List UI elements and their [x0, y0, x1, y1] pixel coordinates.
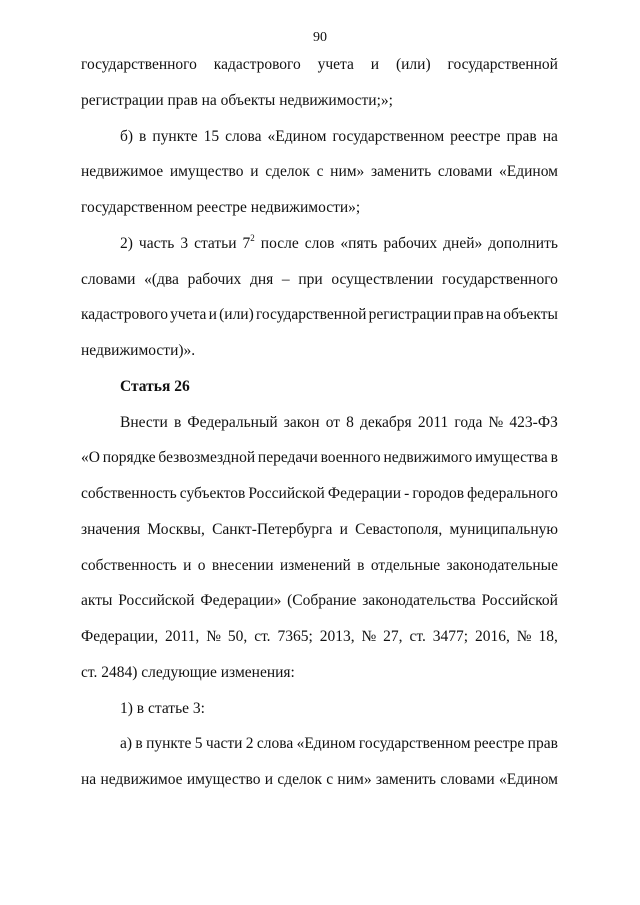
text-line [81, 440, 558, 476]
word: б) [120, 127, 134, 145]
word: а) [120, 735, 133, 753]
text-line [81, 476, 558, 512]
text-line: недвижимости)». [81, 342, 196, 359]
word: 18, [538, 628, 558, 645]
word: пункте [152, 127, 198, 145]
word: в [357, 556, 365, 574]
word: собственность [81, 556, 177, 574]
word: 3 [180, 234, 189, 252]
word: государственной [447, 56, 558, 73]
word: безвозмездной [158, 449, 256, 467]
word: имущество [169, 163, 244, 181]
word: рабочих [187, 270, 242, 288]
word: государственном [358, 735, 471, 753]
word: государственного [81, 56, 197, 73]
word: в [550, 449, 558, 467]
word: слова [225, 127, 262, 145]
word: «Едином [499, 163, 558, 181]
word: словами [81, 270, 136, 288]
word: 2 [245, 735, 254, 753]
text-line [81, 154, 558, 190]
word: заменить [371, 163, 432, 181]
word: Федерации» [200, 592, 282, 610]
word: и [208, 306, 217, 324]
word: «Едином [296, 735, 356, 753]
text-line [81, 619, 558, 655]
word: закон [283, 413, 320, 431]
word: 2011 [417, 413, 449, 431]
word: ним» [337, 771, 372, 788]
word: слов [304, 234, 335, 252]
word: от [325, 413, 341, 431]
word: в [135, 735, 143, 753]
word: № [516, 628, 532, 645]
word: (или) [219, 306, 254, 324]
word: акты [81, 592, 113, 610]
word: передачи [257, 449, 318, 467]
word: прав [506, 127, 537, 145]
word: «пять [340, 234, 378, 252]
word: части [205, 735, 243, 753]
word: Санкт-Петербурга [212, 520, 333, 538]
word: недвижимое [81, 163, 164, 181]
word: имущества [475, 449, 548, 467]
article-heading: Статья 26 [120, 377, 190, 395]
text-line: регистрации прав на объекты недвижимости;»; [81, 91, 393, 109]
word: после [260, 234, 299, 252]
word: изменений [279, 556, 351, 574]
word: ним» [330, 163, 365, 181]
word: (Собрание [287, 592, 357, 610]
word: Москвы, [147, 520, 205, 538]
word: значения [81, 520, 141, 538]
word: Федерации [327, 485, 402, 502]
word: 27, [383, 628, 403, 645]
paragraph-item-2 [81, 226, 558, 262]
word: учета [170, 306, 207, 324]
word: имущество [186, 771, 261, 788]
word: прав [527, 735, 558, 753]
paragraph-subitem-a [81, 726, 558, 762]
word: недвижимое [100, 771, 183, 788]
word: 15 [203, 127, 220, 145]
word: словами [437, 163, 493, 181]
word: государственном [332, 127, 445, 145]
document-body [81, 47, 558, 798]
superscript: 2 [250, 232, 255, 243]
word: 423-ФЗ [509, 413, 558, 431]
word: пункте [146, 735, 192, 753]
text-line [81, 762, 558, 798]
word: (или) [395, 56, 431, 73]
word: отдельные [370, 556, 441, 574]
word: № [206, 628, 221, 645]
paragraph-item-1: 1) в статье 3: [120, 699, 205, 717]
word: федерального [467, 485, 558, 502]
word: 8 [346, 413, 354, 431]
word: кадастрового [81, 306, 168, 324]
word: Севастополя, [355, 520, 443, 538]
word: с [326, 771, 334, 788]
word: словами [440, 771, 495, 788]
word: учета [317, 56, 354, 73]
word: и [339, 520, 348, 538]
word: – [281, 270, 290, 288]
text-line [81, 548, 558, 584]
word: государственной [255, 306, 367, 324]
word: в [173, 413, 182, 431]
word: «Едином [267, 127, 327, 145]
word: 2011, [164, 628, 200, 645]
word: «О [81, 449, 100, 467]
word: реестре [473, 735, 525, 753]
word: года [454, 413, 483, 431]
word: ст. [409, 628, 426, 645]
word: декабря [359, 413, 412, 431]
word: кадастрового [213, 56, 301, 73]
word: собственность [81, 485, 177, 502]
word: и [370, 56, 380, 73]
word: с [316, 163, 324, 181]
word: Внести [120, 413, 168, 431]
word: государственного [442, 270, 558, 288]
word: регистрации [368, 306, 452, 324]
word: «Едином [498, 771, 558, 788]
word: рабочих [383, 234, 438, 252]
word: Федеральный [187, 413, 278, 431]
page-number: 90 [313, 30, 327, 45]
text-line: ст. 2484) следующие изменения: [81, 663, 295, 681]
word: на [485, 306, 502, 324]
word: в [139, 127, 147, 145]
word: дополнить [488, 234, 558, 252]
word: № [361, 628, 377, 645]
paragraph-subitem-b [81, 119, 558, 155]
word: осуществлении [331, 270, 434, 288]
word: и [264, 771, 274, 788]
text-line [81, 583, 558, 619]
word: слова [256, 735, 294, 753]
word: заменить [375, 771, 436, 788]
word: ст. [254, 628, 271, 645]
article-reference: $7^2$ [242, 232, 255, 252]
word: реестре [450, 127, 501, 145]
word: законодательные [446, 556, 558, 574]
word: прав [453, 306, 484, 324]
word: статьи [194, 234, 237, 252]
text-line: государственном реестре недвижимости»; [81, 199, 361, 216]
word: 5 [194, 735, 203, 753]
word: законодательства [362, 592, 476, 610]
word: объекты [503, 306, 558, 324]
word: - [404, 485, 410, 502]
word: 50, [227, 628, 248, 645]
word: 2013, [319, 628, 355, 645]
text-line [81, 297, 558, 333]
article-intro-line [81, 405, 558, 441]
word: муниципальную [449, 520, 558, 538]
text-line [81, 512, 558, 548]
word: и [183, 556, 192, 574]
word: и [250, 163, 259, 181]
word: 2016, [474, 628, 510, 645]
word: о [197, 556, 206, 574]
text-line [81, 47, 558, 83]
word: «(два [144, 270, 179, 288]
word: часть [138, 234, 175, 252]
word: недвижимого [383, 449, 473, 467]
word: субъектов [179, 485, 246, 502]
text-line [81, 262, 558, 298]
word: Федерации, [81, 628, 159, 645]
word: № [488, 413, 504, 431]
word: Российской [481, 592, 558, 610]
word: 3477; [432, 628, 469, 645]
word: на [81, 771, 97, 788]
word: сделок [265, 163, 310, 181]
word: на [542, 127, 558, 145]
word: Российской [248, 485, 325, 502]
word: дней» [443, 234, 483, 252]
word: сделок [277, 771, 322, 788]
word: 7365; [277, 628, 313, 645]
word: 2) [120, 234, 133, 252]
word: порядке [102, 449, 156, 467]
word: Российской [118, 592, 195, 610]
word: городов [412, 485, 465, 502]
word: военного [320, 449, 381, 467]
word: при [298, 270, 323, 288]
word: дня [249, 270, 274, 288]
word: внесении [211, 556, 274, 574]
